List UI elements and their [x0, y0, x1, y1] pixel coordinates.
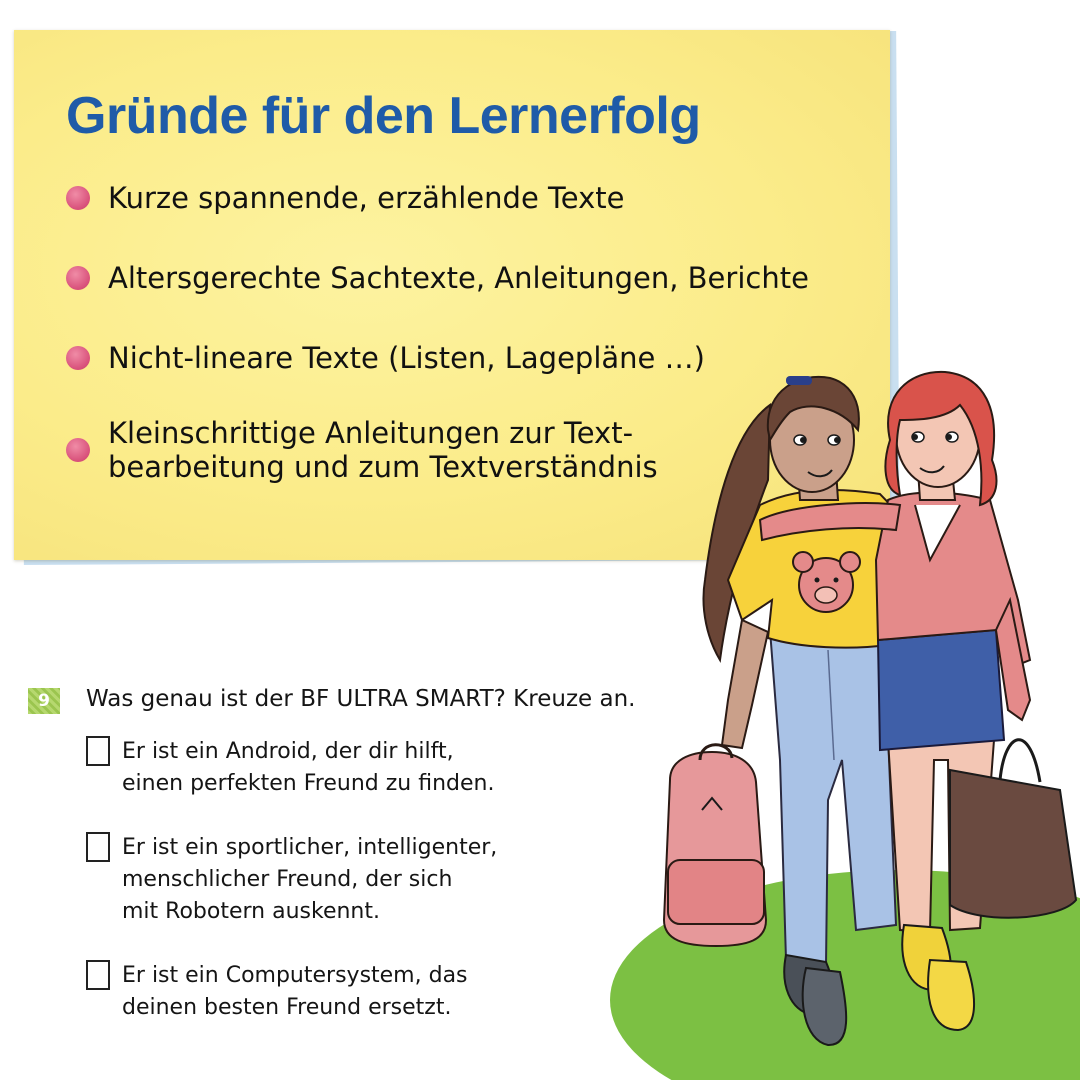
right-girl-skirt [878, 630, 1004, 750]
reason-text: Altersgerechte Sachtexte, Anleitungen, Berichte [108, 261, 809, 295]
reason-text: Kurze spannende, erzählende Texte [108, 181, 625, 215]
exercise-question: Was genau ist der BF ULTRA SMART? Kreuze an. [86, 686, 636, 712]
answer-checkbox[interactable] [86, 832, 110, 862]
card-title: Gründe für den Lernerfolg [66, 87, 701, 145]
left-girl-shoe [803, 968, 847, 1045]
bullet-dot-icon [66, 266, 90, 290]
answer-option [86, 832, 497, 928]
reason-item [66, 414, 728, 486]
reason-item [66, 338, 705, 378]
right-girl-hair [885, 372, 996, 505]
tote-bag-icon [950, 770, 1076, 918]
answer-checkbox[interactable] [86, 960, 110, 990]
bullet-dot-icon [66, 346, 90, 370]
answer-text: Er ist ein sportlicher, intelligenter, menschlicher Freund, der sich mit Robotern auskennt. [122, 835, 498, 924]
right-girl-legs [888, 740, 994, 932]
exercise-number-badge: 9 [28, 688, 60, 714]
answer-text: Er ist ein Computersystem, das deinen besten Freund ersetzt. [122, 963, 468, 1020]
info-card [14, 30, 890, 560]
bullet-dot-icon [66, 438, 90, 462]
answer-checkbox[interactable] [86, 736, 110, 766]
right-girl-shoe [928, 960, 974, 1030]
answer-text: Er ist ein Android, der dir hilft, einen perfekten Freund zu finden. [122, 739, 495, 796]
reason-item [66, 258, 809, 298]
left-girl-arm [722, 620, 768, 748]
answer-option [86, 736, 494, 800]
right-girl-face [896, 383, 980, 487]
left-girl-shoe [784, 955, 834, 1015]
answer-option [86, 960, 468, 1024]
bear-face [799, 558, 853, 612]
reason-item [66, 178, 625, 218]
bullet-dot-icon [66, 186, 90, 210]
reason-text: Kleinschrittige Anleitungen zur Text- bearbeitung und zum Textverständnis [108, 416, 658, 484]
backpack-icon [664, 752, 766, 946]
reason-text: Nicht-lineare Texte (Listen, Lagepläne …) [108, 341, 705, 375]
right-girl-shoe [902, 925, 951, 990]
grass-patch [610, 870, 1080, 1080]
left-girl-jeans [770, 630, 896, 965]
